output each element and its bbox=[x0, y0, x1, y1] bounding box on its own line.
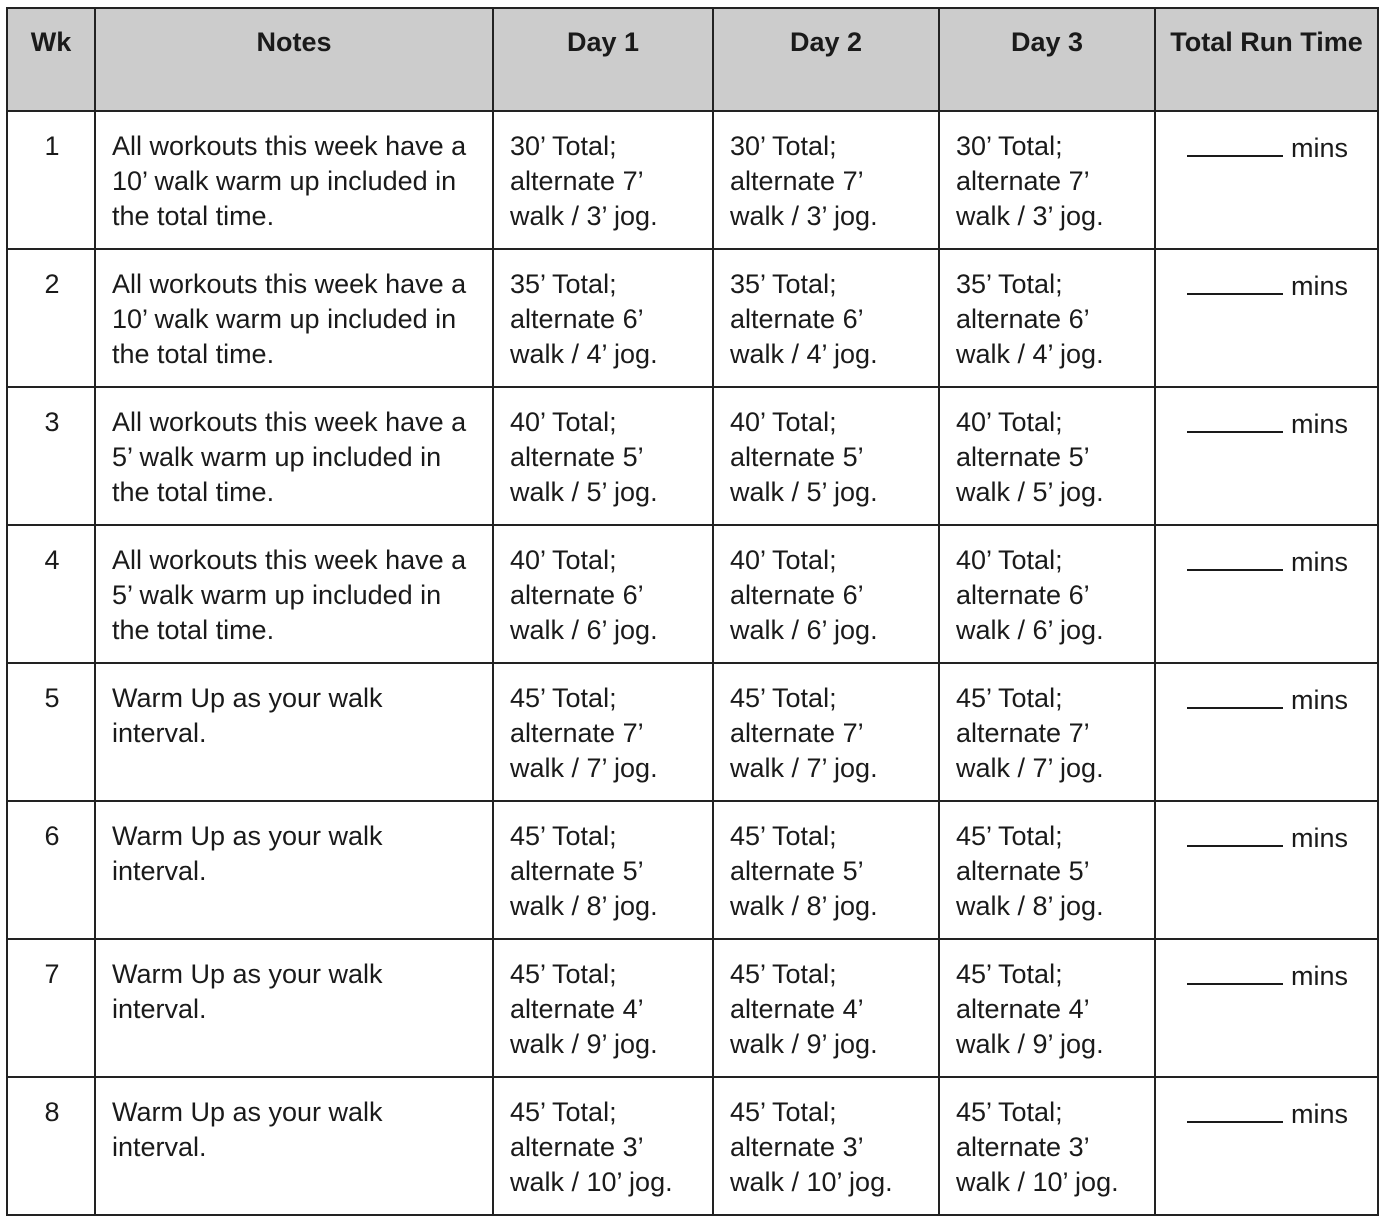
header-wk: Wk bbox=[7, 8, 95, 111]
total-run-time-cell[interactable] bbox=[1155, 663, 1378, 801]
table-row bbox=[7, 663, 1378, 801]
week-number: 4 bbox=[7, 525, 95, 663]
header-day-3: Day 3 bbox=[939, 8, 1155, 111]
total-run-time-blank[interactable] bbox=[1187, 1095, 1283, 1123]
training-plan-table bbox=[6, 7, 1379, 1216]
total-run-time-blank[interactable] bbox=[1187, 129, 1283, 157]
day-1-workout: 45’ Total; alternate 5’ walk / 8’ jog. bbox=[493, 801, 713, 939]
total-run-time-cell[interactable] bbox=[1155, 1077, 1378, 1215]
week-number: 6 bbox=[7, 801, 95, 939]
total-run-time-cell[interactable] bbox=[1155, 525, 1378, 663]
mins-label: mins bbox=[1290, 961, 1348, 991]
day-3-workout: 35’ Total; alternate 6’ walk / 4’ jog. bbox=[939, 249, 1155, 387]
week-number: 2 bbox=[7, 249, 95, 387]
total-run-time-blank[interactable] bbox=[1187, 543, 1283, 571]
day-2-workout: 40’ Total; alternate 5’ walk / 5’ jog. bbox=[713, 387, 939, 525]
header-notes: Notes bbox=[95, 8, 493, 111]
day-2-workout: 45’ Total; alternate 3’ walk / 10’ jog. bbox=[713, 1077, 939, 1215]
day-1-workout: 30’ Total; alternate 7’ walk / 3’ jog. bbox=[493, 111, 713, 249]
total-run-time-blank[interactable] bbox=[1187, 819, 1283, 847]
table-row bbox=[7, 939, 1378, 1077]
total-run-time-cell[interactable] bbox=[1155, 801, 1378, 939]
day-2-workout: 45’ Total; alternate 5’ walk / 8’ jog. bbox=[713, 801, 939, 939]
mins-label: mins bbox=[1290, 547, 1348, 577]
total-run-time-cell[interactable] bbox=[1155, 249, 1378, 387]
total-run-time-blank[interactable] bbox=[1187, 957, 1283, 985]
day-3-workout: 45’ Total; alternate 4’ walk / 9’ jog. bbox=[939, 939, 1155, 1077]
total-run-time-cell[interactable] bbox=[1155, 939, 1378, 1077]
day-1-workout: 45’ Total; alternate 4’ walk / 9’ jog. bbox=[493, 939, 713, 1077]
day-2-workout: 30’ Total; alternate 7’ walk / 3’ jog. bbox=[713, 111, 939, 249]
day-3-workout: 40’ Total; alternate 5’ walk / 5’ jog. bbox=[939, 387, 1155, 525]
mins-label: mins bbox=[1290, 685, 1348, 715]
day-2-workout: 45’ Total; alternate 4’ walk / 9’ jog. bbox=[713, 939, 939, 1077]
table-row bbox=[7, 525, 1378, 663]
day-2-workout: 40’ Total; alternate 6’ walk / 6’ jog. bbox=[713, 525, 939, 663]
header-day-2: Day 2 bbox=[713, 8, 939, 111]
table-row bbox=[7, 111, 1378, 249]
week-notes: Warm Up as your walk interval. bbox=[95, 663, 493, 801]
total-run-time-blank[interactable] bbox=[1187, 405, 1283, 433]
total-run-time-cell[interactable] bbox=[1155, 387, 1378, 525]
mins-label: mins bbox=[1290, 271, 1348, 301]
week-notes: All workouts this week have a 10’ walk warm up included in the total time. bbox=[95, 111, 493, 249]
header-day-1: Day 1 bbox=[493, 8, 713, 111]
day-3-workout: 45’ Total; alternate 7’ walk / 7’ jog. bbox=[939, 663, 1155, 801]
table-row bbox=[7, 249, 1378, 387]
total-run-time-blank[interactable] bbox=[1187, 681, 1283, 709]
header-total-run-time: Total Run Time bbox=[1155, 8, 1378, 111]
table-row bbox=[7, 387, 1378, 525]
week-number: 3 bbox=[7, 387, 95, 525]
mins-label: mins bbox=[1290, 133, 1348, 163]
week-notes: Warm Up as your walk interval. bbox=[95, 801, 493, 939]
total-run-time-cell[interactable] bbox=[1155, 111, 1378, 249]
week-number: 5 bbox=[7, 663, 95, 801]
week-number: 7 bbox=[7, 939, 95, 1077]
day-1-workout: 40’ Total; alternate 6’ walk / 6’ jog. bbox=[493, 525, 713, 663]
day-2-workout: 45’ Total; alternate 7’ walk / 7’ jog. bbox=[713, 663, 939, 801]
week-number: 8 bbox=[7, 1077, 95, 1215]
day-1-workout: 35’ Total; alternate 6’ walk / 4’ jog. bbox=[493, 249, 713, 387]
table-row bbox=[7, 1077, 1378, 1215]
total-run-time-blank[interactable] bbox=[1187, 267, 1283, 295]
mins-label: mins bbox=[1290, 1099, 1348, 1129]
day-1-workout: 40’ Total; alternate 5’ walk / 5’ jog. bbox=[493, 387, 713, 525]
week-notes: Warm Up as your walk interval. bbox=[95, 939, 493, 1077]
week-notes: All workouts this week have a 5’ walk warm up included in the total time. bbox=[95, 525, 493, 663]
header-row bbox=[7, 8, 1378, 111]
day-1-workout: 45’ Total; alternate 3’ walk / 10’ jog. bbox=[493, 1077, 713, 1215]
week-number: 1 bbox=[7, 111, 95, 249]
week-notes: Warm Up as your walk interval. bbox=[95, 1077, 493, 1215]
mins-label: mins bbox=[1290, 409, 1348, 439]
week-notes: All workouts this week have a 5’ walk warm up included in the total time. bbox=[95, 387, 493, 525]
day-3-workout: 45’ Total; alternate 5’ walk / 8’ jog. bbox=[939, 801, 1155, 939]
table-row bbox=[7, 801, 1378, 939]
day-1-workout: 45’ Total; alternate 7’ walk / 7’ jog. bbox=[493, 663, 713, 801]
day-3-workout: 45’ Total; alternate 3’ walk / 10’ jog. bbox=[939, 1077, 1155, 1215]
week-notes: All workouts this week have a 10’ walk warm up included in the total time. bbox=[95, 249, 493, 387]
day-2-workout: 35’ Total; alternate 6’ walk / 4’ jog. bbox=[713, 249, 939, 387]
mins-label: mins bbox=[1290, 823, 1348, 853]
day-3-workout: 40’ Total; alternate 6’ walk / 6’ jog. bbox=[939, 525, 1155, 663]
day-3-workout: 30’ Total; alternate 7’ walk / 3’ jog. bbox=[939, 111, 1155, 249]
